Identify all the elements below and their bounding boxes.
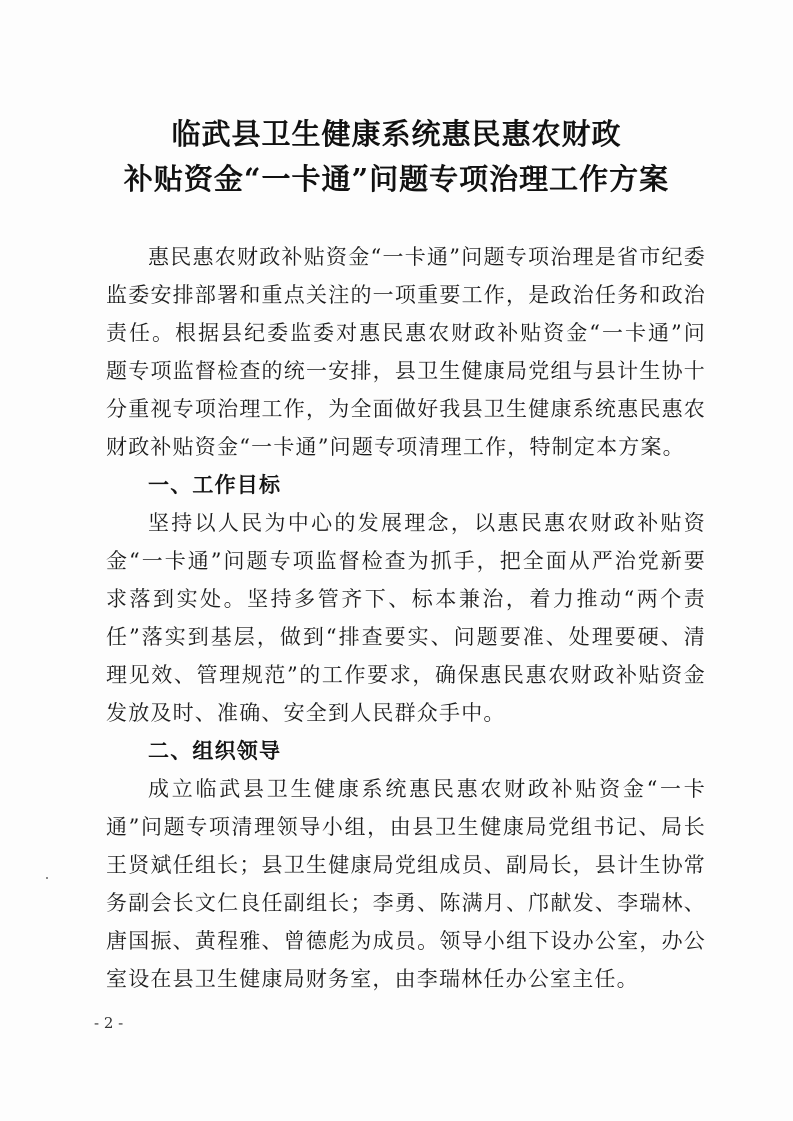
section-paragraph-goals: 坚持以人民为中心的发展理念，以惠民惠农财政补贴资金“一卡通”问题专项监督检查为抓手，把全面从严治党新要求落到实处。坚持多管齐下、标本兼治，着力推动“两个责任”落实到基层，做到“排查要实、问题要准、处理要硬、清理见效、管理规范”的工作要求，确保惠民惠农财政补贴资金发放及时、准确、安全到人民群众手中。	[106, 511, 706, 725]
page-number: - 2 -	[94, 1014, 124, 1032]
intro-paragraph: 惠民惠农财政补贴资金“一卡通”问题专项治理是省市纪委监委安排部署和重点关注的一项重要工作，是政治任务和政治责任。根据县纪委监委对惠民惠农财政补贴资金“一卡通”问题专项监督检查的统一安排，县卫生健康局党组与县计生协十分重视专项治理工作，为全面做好我县卫生健康系统惠民惠农财政补贴资金“一卡通”问题专项清理工作，特制定本方案。	[106, 245, 706, 459]
section-heading-goals: 一、工作目标	[148, 473, 282, 497]
section-heading-leadership: 二、组织领导	[148, 739, 282, 763]
scan-speck	[46, 877, 48, 879]
document-title-line-1: 临武县卫生健康系统惠民惠农财政	[171, 117, 622, 151]
section-paragraph-leadership: 成立临武县卫生健康系统惠民惠农财政补贴资金“一卡通”问题专项清理领导小组，由县卫生健康局党组书记、局长王贤斌任组长；县卫生健康局党组成员、副局长，县计生协常务副会长文仁良任副组长；李勇、陈满月、邝献发、李瑞林、唐国振、黄程雅、曾德彪为成员。领导小组下设办公室，办公室设在县卫生健康局财务室，由李瑞林任办公室主任。	[106, 777, 706, 991]
document-title-line-2: 补贴资金“一卡通”问题专项治理工作方案	[123, 162, 670, 196]
document-body	[106, 238, 706, 998]
